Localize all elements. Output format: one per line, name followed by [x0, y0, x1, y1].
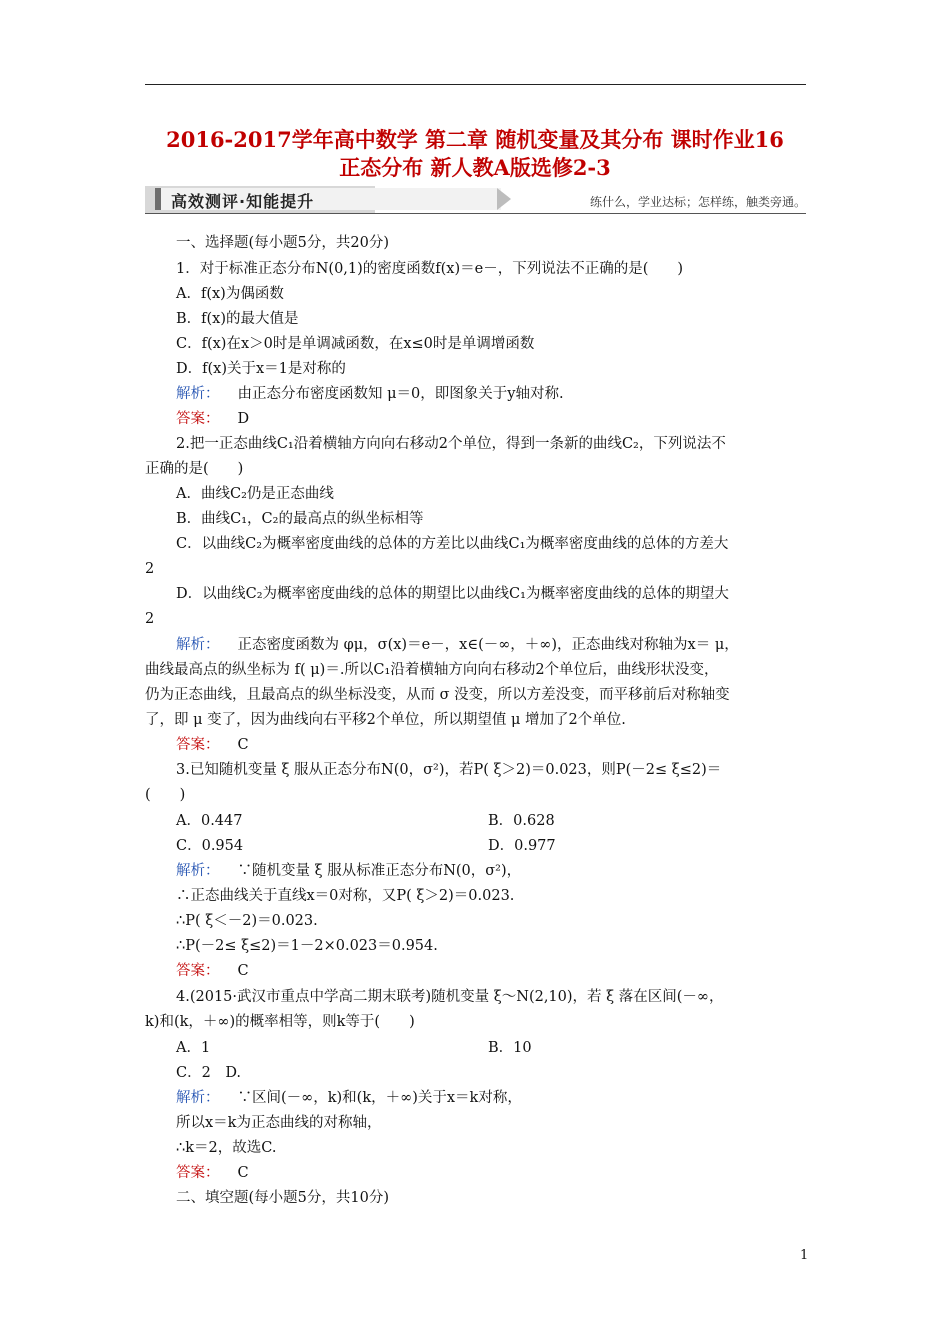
line-text: A．曲线C₂仍是正态曲线 [176, 486, 334, 502]
text-line [145, 685, 730, 705]
text-line [176, 911, 318, 931]
text-line [176, 284, 284, 304]
line-text: 由正态分布密度函数知 μ＝0，即图象关于y轴对称. [237, 386, 564, 402]
text-line [176, 534, 728, 554]
text-line [176, 760, 721, 780]
text-line [176, 1038, 210, 1058]
top-rule [145, 84, 806, 85]
doc-title-line1: 2016-2017学年高中数学 第二章 随机变量及其分布 课时作业16 [166, 127, 784, 152]
line-text: B．曲线C₁，C₂的最高点的纵坐标相等 [176, 511, 424, 527]
analysis-line [176, 1088, 522, 1108]
option-right: D．0.977 [488, 838, 556, 854]
line-text: k)和(k，＋∞)的概率相等，则k等于( ) [145, 1014, 415, 1030]
text-line [176, 509, 423, 529]
text-line [176, 434, 726, 454]
text-line [145, 785, 185, 805]
text-line [176, 1113, 381, 1133]
text-line [176, 1188, 389, 1208]
line-text: 3.已知随机变量 ξ 服从正态分布N(0，σ²)，若P( ξ＞2)＝0.023，则P(－2≤ ξ≤2)＝ [176, 762, 722, 778]
option-right: B．0.628 [488, 813, 555, 829]
analysis-label: 解析： [176, 637, 220, 653]
text-line [145, 559, 154, 579]
page-number: 1 [800, 1248, 809, 1263]
answer-line [176, 1163, 249, 1183]
line-text: D．以曲线C₂为概率密度曲线的总体的期望比以曲线C₁为概率密度曲线的总体的期望大 [176, 586, 729, 602]
banner-title: 高效测评·知能提升 [171, 192, 315, 211]
line-text: 正态密度函数为 φμ，σ(x)＝e－，x∈(－∞，＋∞)，正态曲线对称轴为x＝ μ， [237, 637, 739, 653]
line-text: 正确的是( ) [145, 461, 244, 477]
text-line [176, 309, 299, 329]
analysis-line [176, 861, 521, 881]
section-banner [145, 186, 806, 214]
line-text: 一、选择题(每小题5分，共20分) [176, 235, 389, 251]
line-text: 二、填空题(每小题5分，共10分) [176, 1190, 389, 1206]
doc-title-line2: 正态分布 新人教A版选修2-3 [339, 155, 611, 180]
analysis-line [176, 635, 739, 655]
line-text: C [237, 1165, 249, 1181]
line-text: C [237, 737, 249, 753]
line-text: ∴P( ξ＜－2)＝0.023. [176, 913, 318, 929]
line-text: A．1 [176, 1040, 211, 1056]
line-text: 2.把一正态曲线C₁沿着横轴方向向右移动2个单位，得到一条新的曲线C₂，下列说法不 [176, 436, 726, 452]
answer-line [176, 735, 249, 755]
line-text: 2 [145, 611, 155, 627]
answer-label: 答案： [176, 963, 220, 979]
analysis-label: 解析： [176, 863, 220, 879]
line-text: C．f(x)在x＞0时是单调减函数，在x≤0时是单调增函数 [176, 336, 535, 352]
answer-line [176, 409, 249, 429]
text-line [176, 936, 438, 956]
analysis-label: 解析： [176, 386, 220, 402]
text-line [145, 1012, 415, 1032]
text-line [145, 660, 719, 680]
text-line [176, 1138, 276, 1158]
text-line [176, 1063, 241, 1083]
line-text: 1．对于标准正态分布N(0,1)的密度函数f(x)＝e－，下列说法不正确的是( ) [176, 261, 684, 277]
line-text: ∴正态曲线关于直线x＝0对称，又P( ξ＞2)＝0.023. [176, 888, 515, 904]
answer-label: 答案： [176, 737, 220, 753]
line-text: 曲线最高点的纵坐标为 f( μ)＝.所以C₁沿着横轴方向向右移动2个单位后，曲线形状没变， [145, 662, 719, 678]
text-line [176, 987, 723, 1007]
line-text: C [237, 963, 249, 979]
line-text: ∵随机变量 ξ 服从标准正态分布N(0，σ²)， [237, 863, 522, 879]
answer-label: 答案： [176, 1165, 220, 1181]
option-right: B．10 [488, 1040, 532, 1056]
text-line [145, 609, 154, 629]
text-line [176, 836, 243, 856]
analysis-line [176, 384, 564, 404]
line-text: 了，即 μ 变了，因为曲线向右平移2个单位，所以期望值 μ 增加了2个单位. [145, 712, 626, 728]
banner-rule [145, 213, 806, 214]
banner-slogan: 练什么，学业达标；怎样练，触类旁通。 [589, 195, 806, 209]
line-text: A．0.447 [176, 813, 243, 829]
analysis-label: 解析： [176, 1090, 220, 1106]
line-text: ∴P(－2≤ ξ≤2)＝1－2×0.023＝0.954. [176, 938, 438, 954]
line-text: ∴k＝2，故选C. [176, 1140, 277, 1156]
text-line [145, 459, 243, 479]
line-text: 4.(2015·武汉市重点中学高二期末联考)随机变量 ξ～N(2,10)，若 ξ 落在区间(－∞， [176, 989, 724, 1005]
text-line [145, 710, 626, 730]
line-text: 所以x＝k为正态曲线的对称轴， [176, 1115, 382, 1131]
text-line [176, 811, 242, 831]
line-text: C．以曲线C₂为概率密度曲线的总体的方差比以曲线C₁为概率密度曲线的总体的方差大 [176, 536, 729, 552]
line-text: ∵区间(－∞，k)和(k，＋∞)关于x＝k对称， [237, 1090, 522, 1106]
text-line [176, 886, 514, 906]
text-line [176, 584, 729, 604]
line-text: C．0.954 [176, 838, 244, 854]
text-line [176, 233, 389, 253]
banner-arrow-icon [497, 188, 511, 210]
text-line [176, 259, 683, 279]
text-line [176, 484, 334, 504]
line-text: A．f(x)为偶函数 [176, 286, 284, 302]
line-text: 仍为正态曲线，且最高点的纵坐标没变，从而 σ 没变，所以方差没变，而平移前后对称轴变 [145, 687, 730, 703]
line-text: 2 [145, 561, 155, 577]
line-text: ( ) [145, 787, 186, 803]
line-text: B．f(x)的最大值是 [176, 311, 299, 327]
line-text: C．2 D. [176, 1065, 242, 1081]
line-text: D．f(x)关于x＝1是对称的 [176, 361, 346, 377]
answer-line [176, 961, 249, 981]
text-line [176, 334, 534, 354]
answer-label: 答案： [176, 411, 220, 427]
text-line [176, 359, 346, 379]
line-text: D [237, 411, 250, 427]
